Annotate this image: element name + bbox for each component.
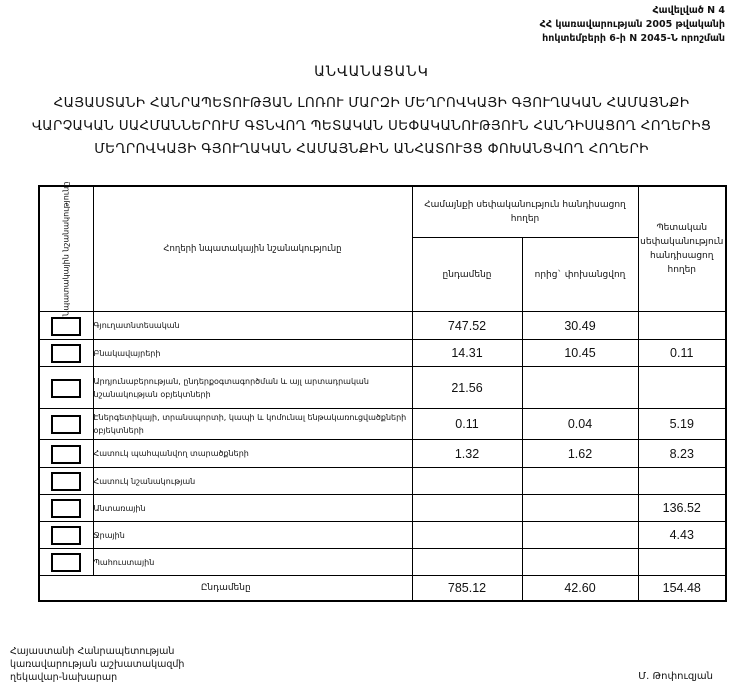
state-cell: 136.52 <box>638 495 726 522</box>
table-row <box>39 312 726 340</box>
purpose-cell: Բնակավայրերի <box>93 340 412 367</box>
total-cell <box>412 495 522 522</box>
document-title: ԱՆՎԱՆԱՑԱՆԿ <box>314 64 429 80</box>
total-cell <box>412 522 522 549</box>
appendix-line: Հավելված N 4 <box>652 5 725 16</box>
table-row <box>39 367 726 409</box>
header-purpose: Հողերի նպատակային նշանակությունը <box>93 186 412 312</box>
code-cell <box>39 495 93 522</box>
transferred-cell: 30.49 <box>522 312 638 340</box>
header-total: ընդամենը <box>412 238 522 312</box>
state-cell <box>638 367 726 409</box>
transferred-cell <box>522 468 638 495</box>
header-code <box>39 181 93 317</box>
state-cell: 8.23 <box>638 440 726 468</box>
totals-total: 785.12 <box>412 576 522 601</box>
code-cell <box>39 340 93 367</box>
document-heading <box>6 92 737 161</box>
state-cell <box>638 312 726 340</box>
code-box <box>51 379 81 398</box>
code-box <box>51 344 81 363</box>
code-cell <box>39 468 93 495</box>
position-line: ղեկավար-նախարար <box>10 672 118 683</box>
total-cell: 14.31 <box>412 340 522 367</box>
state-cell: 5.19 <box>638 409 726 440</box>
heading-line: ՄԵՂՐՈՎԿԱՅԻ ԳՅՈՒՂԱԿԱՆ ՀԱՄԱՅՆՔԻՆ ԱՆՀԱՏՈՒՅՑ ՓՈԽԱՆՑՎՈՂ ՀՈՂԵՐԻ <box>94 141 649 157</box>
total-cell <box>412 468 522 495</box>
totals-row <box>39 576 726 601</box>
totals-transferred: 42.60 <box>522 576 638 601</box>
code-cell <box>39 440 93 468</box>
code-cell <box>39 409 93 440</box>
land-table <box>38 181 727 602</box>
total-cell: 1.32 <box>412 440 522 468</box>
header-community-group: Համայնքի սեփականություն հանդիսացող հողեր <box>412 186 638 238</box>
code-box <box>51 415 81 434</box>
purpose-cell: Ջրային <box>93 522 412 549</box>
transferred-cell <box>522 367 638 409</box>
transferred-cell: 0.04 <box>522 409 638 440</box>
state-cell <box>638 549 726 576</box>
total-cell: 747.52 <box>412 312 522 340</box>
transferred-cell <box>522 522 638 549</box>
total-cell <box>412 549 522 576</box>
total-cell: 0.11 <box>412 409 522 440</box>
heading-line: ՀԱՅԱՍՏԱՆԻ ՀԱՆՐԱՊԵՏՈՒԹՅԱՆ ԼՈՌՈՒ ՄԱՐԶԻ ՄԵՂՐՈՎԿԱՅԻ ԳՅՈՒՂԱԿԱՆ ՀԱՄԱՅՆՔԻ <box>53 95 690 111</box>
appendix-note <box>425 4 725 46</box>
code-box <box>51 445 81 464</box>
position-line: կառավարության աշխատակազմի <box>10 659 185 670</box>
table-row <box>39 409 726 440</box>
total-cell: 21.56 <box>412 367 522 409</box>
purpose-cell: Արդյունաբերության, ընդերքօգտագործման և այլ արտադրական նշանակության օբյեկտների <box>93 367 412 409</box>
table-row <box>39 495 726 522</box>
table-row <box>39 468 726 495</box>
purpose-cell: Անտառային <box>93 495 412 522</box>
position-line: Հայաստանի Հանրապետության <box>10 646 175 657</box>
purpose-cell: Հատուկ նշանակության <box>93 468 412 495</box>
table-row <box>39 340 726 367</box>
code-box <box>51 526 81 545</box>
appendix-line: ՀՀ կառավարության 2005 թվականի <box>539 19 725 30</box>
transferred-cell <box>522 549 638 576</box>
state-cell: 0.11 <box>638 340 726 367</box>
code-box <box>51 472 81 491</box>
header-transferred: որից` փոխանցվող <box>522 238 638 312</box>
state-cell: 4.43 <box>638 522 726 549</box>
code-cell <box>39 522 93 549</box>
purpose-cell: Հատուկ պահպանվող տարածքների <box>93 440 412 468</box>
code-box <box>51 499 81 518</box>
table-row <box>39 549 726 576</box>
header-code-label: Նպատակային նշանակությունը <box>61 181 71 317</box>
code-cell <box>39 549 93 576</box>
heading-line: ՎԱՐՉԱԿԱՆ ՍԱՀՄԱՆՆԵՐՈՒՄ ԳՏՆՎՈՂ ՊԵՏԱԿԱՆ ՍԵՓԱԿԱՆՈՒԹՅՈՒՆ ՀԱՆԴԻՍԱՑՈՂ ՀՈՂԵՐԻՑ <box>31 118 712 134</box>
transferred-cell <box>522 495 638 522</box>
purpose-cell: Էներգետիկայի, տրանսպորտի, կապի և կոմունալ ենթակառուցվածքների օբյեկտների <box>93 409 412 440</box>
code-box <box>51 553 81 572</box>
table-row <box>39 440 726 468</box>
transferred-cell: 10.45 <box>522 340 638 367</box>
totals-label: Ընդամենը <box>39 576 412 601</box>
code-box <box>51 317 81 336</box>
header-state: Պետական սեփականություն հանդիսացող հողեր <box>638 186 726 312</box>
signatory-name: Մ. Թոփուզյան <box>638 671 713 682</box>
purpose-cell: Պահուստային <box>93 549 412 576</box>
signatory-position <box>10 645 184 684</box>
purpose-cell: Գյուղատնտեսական <box>93 312 412 340</box>
table-row <box>39 522 726 549</box>
transferred-cell: 1.62 <box>522 440 638 468</box>
state-cell <box>638 468 726 495</box>
code-cell <box>39 367 93 409</box>
totals-state: 154.48 <box>638 576 726 601</box>
appendix-line: հոկտեմբերի 6-ի N 2045-Ն որոշման <box>542 33 725 44</box>
